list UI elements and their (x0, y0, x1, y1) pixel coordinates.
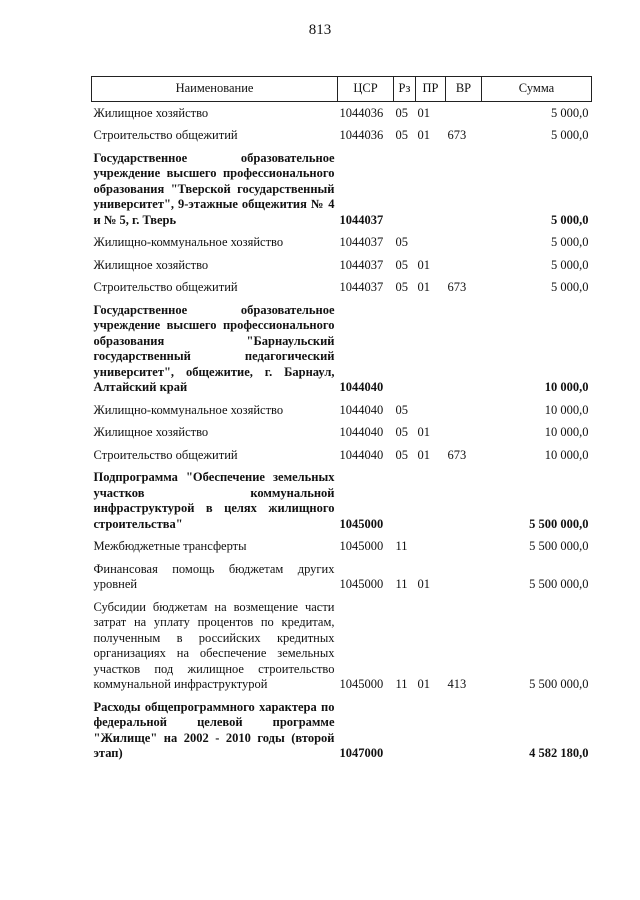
cell-sum: 5 500 000,0 (529, 539, 589, 553)
cell-csr: 1044037 (339, 257, 384, 272)
cell-rz: 11 (395, 577, 408, 591)
cell-rz: 05 (395, 235, 408, 249)
table-row (92, 254, 592, 277)
cell-sum: 10 000,0 (544, 402, 589, 417)
cell-rz (394, 299, 416, 399)
header-pr: ПР (416, 77, 446, 102)
cell-name: Подпрограмма "Обеспечение земельных участков коммунальной инфраструктурой в целях жилищного строительства" (93, 470, 335, 531)
cell-csr: 1047000 (339, 746, 384, 760)
cell-name: Государственное образовательное учреждение высшего профессионального образования "Тверской государственный университет", 9-этажные общежития № 4 и № 5, г. Тверь (93, 150, 335, 227)
cell-sum: 5 000,0 (551, 212, 589, 227)
cell-name: Жилищное хозяйство (93, 257, 209, 272)
cell-pr (416, 232, 446, 255)
cell-sum: 5 500 000,0 (529, 577, 589, 591)
cell-pr (416, 467, 446, 536)
cell-pr: 01 (417, 128, 430, 142)
cell-vr (446, 399, 482, 422)
cell-name: Жилищно-коммунальное хозяйство (93, 402, 284, 417)
cell-vr (446, 558, 482, 596)
cell-pr: 01 (417, 105, 430, 120)
cell-pr (416, 399, 446, 422)
cell-name: Расходы общепрограммного характера по федеральной целевой программе "Жилище" на 2002 - 2010 годы (второй этап) (93, 699, 335, 760)
cell-pr: 01 (417, 425, 430, 439)
cell-pr (416, 147, 446, 232)
cell-csr: 1044040 (339, 425, 384, 439)
cell-vr (446, 696, 482, 765)
table-row (92, 125, 592, 148)
cell-rz: 05 (395, 128, 408, 142)
cell-sum: 10 000,0 (544, 447, 589, 462)
cell-rz: 11 (395, 539, 408, 553)
cell-rz: 05 (395, 425, 408, 439)
cell-csr: 1044037 (339, 212, 384, 227)
table-row (92, 696, 592, 765)
cell-csr: 1044037 (339, 280, 384, 294)
cell-name: Межбюджетные трансферты (93, 539, 247, 553)
cell-sum: 5 000,0 (551, 280, 589, 294)
cell-pr: 01 (417, 677, 430, 691)
table-row (92, 299, 592, 399)
table-body (92, 102, 592, 766)
header-sum: Сумма (482, 77, 592, 102)
cell-vr (446, 254, 482, 277)
cell-vr: 673 (447, 128, 467, 142)
cell-sum: 4 582 180,0 (529, 746, 589, 760)
header-rz: Рз (394, 77, 416, 102)
cell-name: Строительство общежитий (93, 280, 238, 294)
cell-rz: 05 (395, 280, 408, 294)
cell-csr: 1044040 (339, 447, 384, 462)
header-vr: ВР (446, 77, 482, 102)
cell-csr: 1044036 (339, 128, 384, 142)
cell-csr: 1044040 (339, 380, 384, 394)
cell-name: Субсидии бюджетам на возмещение части затрат на уплату процентов по кредитам, полученным в российских кредитных организациях на обеспечение земельных участков под жилищное строительство коммунальной инфраструктурой (93, 599, 335, 691)
cell-rz: 05 (395, 105, 408, 120)
table-row (92, 147, 592, 232)
cell-rz (394, 147, 416, 232)
cell-sum: 5 000,0 (551, 257, 589, 272)
cell-sum: 5 000,0 (551, 105, 589, 120)
cell-csr: 1044037 (339, 235, 384, 249)
cell-csr: 1044040 (339, 402, 384, 417)
cell-rz: 11 (395, 677, 408, 691)
cell-pr (416, 536, 446, 559)
cell-rz: 05 (395, 402, 408, 417)
cell-vr (446, 467, 482, 536)
cell-rz: 05 (395, 257, 408, 272)
table-row (92, 102, 592, 125)
cell-name: Строительство общежитий (93, 447, 238, 462)
cell-vr (446, 536, 482, 559)
header-name: Наименование (92, 77, 338, 102)
table-row (92, 596, 592, 696)
cell-vr (446, 147, 482, 232)
cell-name: Жилищное хозяйство (93, 425, 209, 439)
cell-pr: 01 (417, 257, 430, 272)
cell-pr (416, 696, 446, 765)
cell-sum: 5 000,0 (551, 235, 589, 249)
cell-vr: 413 (447, 677, 467, 691)
table-row (92, 399, 592, 422)
cell-vr (446, 299, 482, 399)
cell-pr: 01 (417, 280, 430, 294)
cell-csr: 1044036 (339, 105, 384, 120)
cell-name: Финансовая помощь бюджетам других уровней (93, 561, 335, 591)
table-row (92, 277, 592, 300)
header-csr: ЦСР (338, 77, 394, 102)
cell-vr (446, 422, 482, 445)
cell-name: Жилищно-коммунальное хозяйство (93, 235, 284, 249)
cell-pr: 01 (417, 577, 430, 591)
cell-csr: 1045000 (339, 539, 384, 553)
cell-vr: 673 (447, 447, 467, 462)
page-number: 813 (308, 22, 332, 38)
cell-name: Жилищное хозяйство (93, 105, 209, 120)
cell-name: Строительство общежитий (93, 128, 238, 142)
cell-rz (394, 467, 416, 536)
table-row (92, 232, 592, 255)
table-row (92, 536, 592, 559)
cell-pr: 01 (417, 447, 430, 462)
table-row (92, 422, 592, 445)
cell-rz (394, 696, 416, 765)
cell-sum: 5 000,0 (551, 128, 589, 142)
table-row (92, 444, 592, 467)
cell-vr (446, 102, 482, 125)
table-row (92, 558, 592, 596)
cell-name: Государственное образовательное учреждение высшего профессионального образования "Барнаульский государственный педагогический университет", общежитие, г. Барнаул, Алтайский край (93, 302, 335, 394)
cell-vr (446, 232, 482, 255)
cell-rz: 05 (395, 447, 408, 462)
cell-sum: 5 500 000,0 (529, 677, 589, 691)
cell-sum: 5 500 000,0 (529, 516, 589, 531)
cell-csr: 1045000 (339, 677, 384, 691)
cell-sum: 10 000,0 (544, 380, 589, 394)
cell-csr: 1045000 (339, 577, 384, 591)
budget-table (91, 76, 592, 765)
cell-csr: 1045000 (339, 516, 384, 531)
table-header-row (92, 77, 592, 102)
cell-sum: 10 000,0 (544, 425, 589, 439)
cell-vr: 673 (447, 280, 467, 294)
cell-pr (416, 299, 446, 399)
table-row (92, 467, 592, 536)
